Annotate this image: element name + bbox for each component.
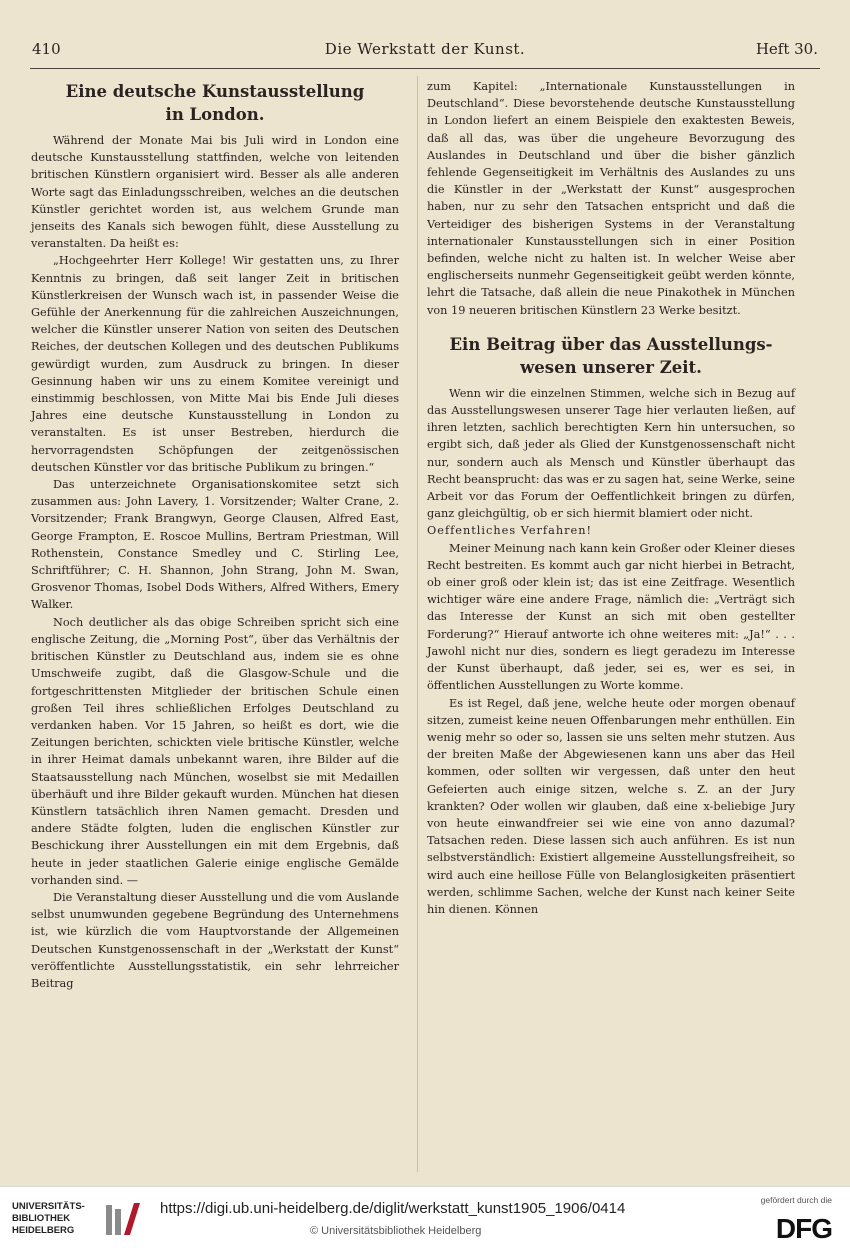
copyright-notice: © Universitätsbibliothek Heidelberg — [310, 1225, 482, 1237]
header-rule — [30, 68, 820, 69]
left-column — [31, 78, 399, 992]
spaced-phrase: Oeffentliches Verfahren! — [427, 524, 593, 538]
running-head — [30, 40, 820, 66]
running-title: Die Werkstatt der Kunst. — [324, 40, 526, 58]
paragraph: zum Kapitel: „Internationale Kunstausstellungen in Deutschland“. Diese bevorstehende deutsche Kunstausstellung in London liefert an einem Beispiele den exaktesten Beweis, daß all das, was über die ungeheure Bevorzugung des Auslandes in Deutschland und über die bisher gänzlich fehlende Gegenseitigkeit im Verhältnis des Auslandes zu uns die Künstler in der „Werkstatt der Kunst“ ausgesprochen haben, nur zu sehr den Tatsachen entspricht und daß die Verteidiger des bisherigen Systems in der Veranstaltung internationaler Kunstausstellungen sich in einer Position befinden, welche nicht zu halten ist. In welcher Weise aber englischerseits nunmehr Gegenseitigkeit geübt werden könnte, lehrt die Tatsache, daß allein die neue Pinakothek in München von 19 neueren britischen Künstlern 23 Werke besitzt. — [427, 80, 795, 317]
heading-line: Eine deutsche Kunstausstellung — [65, 82, 365, 101]
paragraph: Wenn wir die einzelnen Stimmen, welche sich in Bezug auf das Ausstellungswesen unserer Tage hier verlauten ließen, auf ihren letzten, sachlich berechtigten Kern hin untersuchen, so ergibt sich, daß jeder als Glied der Kunstgenossenschaft nicht nur, sondern auch als Mensch und Künstler überhaupt das Recht beansprucht: das was er zu sagen hat, seine Werke, seine Arbeit vor das Forum der Oeffentlichkeit bringen zu dürfen, ganz gleichgültig, ob er sich hiermit blamiert oder nicht. — [427, 386, 795, 521]
right-column — [427, 78, 795, 918]
heading-line: wesen unserer Zeit. — [520, 357, 702, 377]
funding-note: gefördert durch die — [760, 1195, 832, 1205]
permalink-url[interactable]: https://digi.ub.uni-heidelberg.de/diglit/werkstatt_kunst1905_1906/0414 — [160, 1200, 626, 1217]
article-heading-london — [31, 80, 399, 126]
paragraph: Noch deutlicher als das obige Schreiben spricht sich eine englische Zeitung, die „Morning Post“, über das Verhältnis der britischen Künstler zu Deutschland aus, indem sie es ohne Umschweife zugibt, daß die Glasgow-Schule und die fortgeschrittensten Mitglieder der britischen Schule einen großen Teil ihres schließlichen Erfolges Deutschland zu verdanken haben. Vor 15 Jahren, so heißt es dort, wie die Zeitungen berichten, schickten viele britische Künstler, welche in ihrer Heimat damals unbekannt waren, ihre Bilder auf die Staatsausstellung nach München, woselbst sie mit Medaillen überhäuft und ihre Bilder gekauft wurden. München hat diesen Künstlern tatsächlich ihren Namen gemacht. Dresden und andere Städte folgten, luden die englischen Künstler zur Beschickung ihrer Ausstellungen ein mit dem Ergebnis, daß heute in jeder staatlichen Galerie einige englische Gemälde vorhanden sind. — — [31, 615, 399, 887]
paragraph: Das unterzeichnete Organisationskomitee setzt sich zusammen aus: John Lavery, 1. Vorsitzender; Walter Crane, 2. Vorsitzender; Frank Brangwyn, George Clausen, Alfred East, George Frampton, E. Roscoe Mullins, Bertram Priestman, Will Rothenstein, Constance Smedley und C. Stirling Lee, Schriftführer; C. H. Shannon, John Strang, John M. Swan, Grosvenor Thomas, Isobel Dods Withers, Alfred Withers, Emery Walker. — [31, 478, 399, 612]
paragraph: Es ist Regel, daß jene, welche heute oder morgen obenauf sitzen, zumeist keine neuen Offenbarungen mehr enthüllen. Ein wenig mehr so oder so, lassen sie uns selten mehr stutzen. Aus der breiten Maße der Abgewiesenen kann uns aber das Heil kommen, oder sollten wir vergessen, daß unter den heut Gefeierten auch einige sitzen, welche s. Z. an der Jury krankten? Oder wollen wir glauben, daß eine x-beliebige Jury von heute einwandfreier sei wie eine von anno dazumal? Tatsachen reden. Diese lassen sich auch anführen. Es ist nun selbstverständlich: Existiert allgemeine Ausstellungsfreiheit, so wird auch eine heillose Fülle von Belanglosigkeiten präsentiert werden, schlimme Sachen, welche der Kunst nach keiner Seite hin dienen. Können — [427, 696, 795, 916]
paragraph: Während der Monate Mai bis Juli wird in London eine deutsche Kunstausstellung stattfinden, welche von leitenden britischen Künstlern organisiert wird. Besser als alle anderen Worte sagt das Einladungsschreiben, welches an die deutschen Künstler gerichtet worden ist, aus welchem Grunde man jenseits des Kanals sich bewogen fühlt, diese Ausstellung zu veranstalten. Da heißt es: — [31, 134, 399, 251]
logo-text: UNIVERSITÄTS- BIBLIOTHEK HEIDELBERG — [12, 1201, 85, 1236]
paragraph: Die Veranstaltung dieser Ausstellung und die vom Auslande selbst unumwunden gegebene Begründung des Unternehmens ist, wie kürzlich die vom Hauptvorstande der Allgemeinen Deutschen Kunstgenossenschaft in der „Werkstatt der Kunst“ veröffentlichte Ausstellungsstatistik, ein sehr lehrreicher Beitrag — [31, 890, 399, 990]
page-number: 410 — [32, 40, 61, 58]
article-heading-ausstellungswesen — [427, 333, 795, 379]
university-library-logo[interactable] — [12, 1197, 152, 1243]
issue-number: Heft 30. — [755, 40, 818, 58]
paragraph: Meiner Meinung nach kann kein Großer oder Kleiner dieses Recht bestreiten. Es kommt auch gar nicht hierbei in Betracht, ob einer groß oder klein ist; das ist eine Zeitfrage. Wesentlich wichtiger wäre eine andere Frage, nämlich die: „Verträgt sich das Interesse der Kunst an sich mit oben gestellter Forderung?“ Hierauf antworte ich ohne weiteres mit: „Ja!“ . . . Jawohl nicht nur dies, sondern es liegt geradezu im Interesse der Kunst überhaupt, daß jeder, sei es, wer es sei, in öffentlichen Ausstellungen zu Worte komme. — [427, 541, 795, 693]
heading-line: Ein Beitrag über das Ausstellungs- — [449, 334, 773, 354]
column-divider — [417, 76, 418, 1172]
paragraph: „Hochgeehrter Herr Kollege! Wir gestatten uns, zu Ihrer Kenntnis zu bringen, daß seit langer Zeit in britischen Künstlerkreisen der Wunsch wach ist, in passender Weise die Gefühle der Anerkennung für die zahlreichen Auszeichnungen, welcher die Künstler unserer Nation von seiten des Deutschen Reiches, der deutschen Kollegen und des deutschen Publikums gewürdigt wurden, zum Ausdruck zu bringen. In dieser Gesinnung haben wir uns zu einem Komitee vereinigt und einstimmig beschlossen, von Mitte Mai bis Ende Juli dieses Jahres eine deutsche Kunstausstellung in London zu veranstalten. Es ist unser Bestreben, hierdurch die hervorragendsten Schöpfungen der zeitgenössischen deutschen Künstler vor das britische Publikum zu bringen.“ — [31, 254, 399, 474]
viewer-footer — [0, 1186, 850, 1251]
heading-line: in London. — [165, 105, 265, 124]
library-emblem-icon — [104, 1201, 144, 1237]
dfg-logo[interactable]: DFG — [775, 1213, 832, 1244]
